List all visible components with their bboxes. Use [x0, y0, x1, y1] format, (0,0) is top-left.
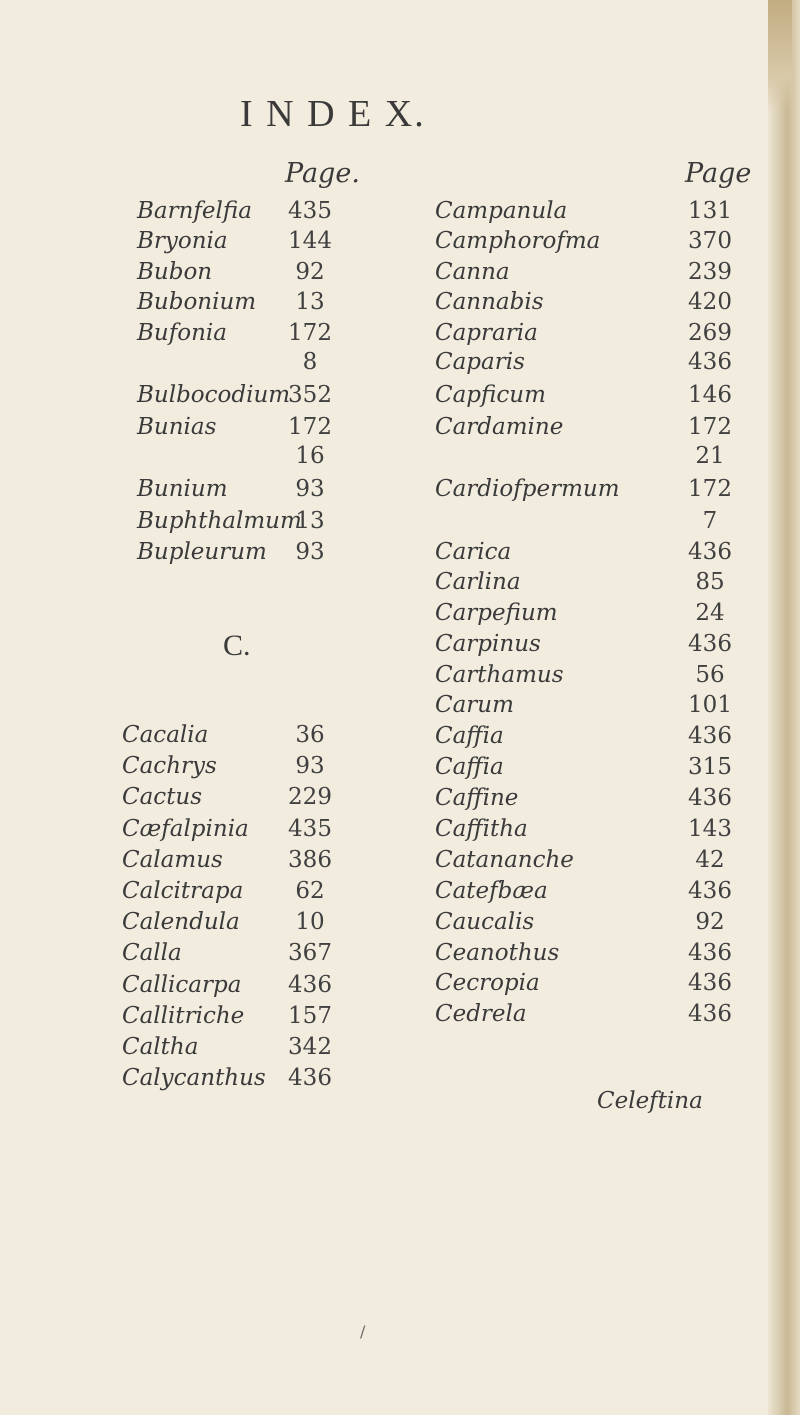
index-entry-page: 420 [688, 289, 732, 315]
index-entry-page: 143 [688, 816, 732, 842]
index-entry-name: Cardamine [435, 414, 564, 440]
section-letter-c: C. [223, 629, 251, 662]
page-header: I N D E X. [240, 93, 426, 135]
index-entry-name: Caucalis [435, 909, 535, 935]
index-entry-name: Cacalia [122, 722, 209, 748]
index-entry-page: 36 [295, 722, 325, 748]
index-entry-page: 42 [695, 847, 725, 873]
catchword: Celeftina [597, 1088, 703, 1114]
index-entry-page: 10 [295, 909, 325, 936]
index-entry-name: Bunias [137, 414, 217, 440]
index-entry-name: Carpefium [435, 600, 558, 626]
index-entry-page: 146 [688, 382, 732, 408]
index-entry-name: Catananche [435, 847, 574, 873]
index-entry-name: Carpinus [435, 631, 541, 657]
index-entry-page: 7 [702, 508, 718, 534]
index-entry-page: 13 [295, 289, 325, 315]
index-entry-page: 172 [288, 414, 332, 440]
index-entry-name: Cecropia [435, 970, 540, 996]
index-entry-name: Carlina [435, 569, 521, 595]
index-entry-page: 436 [688, 785, 732, 811]
index-entry-page: 229 [288, 784, 332, 811]
index-entry-name: Callitriche [122, 1002, 245, 1029]
index-entry-name: Cannabis [435, 289, 544, 315]
index-entry-page: 56 [695, 662, 725, 688]
index-entry-name: Capficum [435, 382, 546, 408]
index-entry-name: Caffine [435, 785, 519, 811]
index-entry-name: Bulbocodium [137, 382, 291, 408]
index-entry-page: 101 [688, 692, 732, 718]
index-entry-page: 436 [688, 940, 732, 966]
index-entry-name: Camphorofma [435, 228, 601, 254]
index-entry-name: Bubonium [137, 289, 257, 315]
index-entry-page: 436 [688, 970, 732, 996]
index-entry-name: Bupleurum [137, 539, 267, 565]
index-entry-name: Calamus [122, 846, 223, 873]
index-entry-page: 157 [288, 1002, 332, 1029]
index-entry-name: Campanula [435, 198, 568, 224]
index-entry-page: 8 [302, 349, 318, 375]
index-entry-name: Catefbæa [435, 878, 548, 904]
index-entry-page: 342 [288, 1034, 332, 1060]
index-entry-page: 370 [688, 228, 732, 254]
right-page-label: Page [685, 158, 752, 189]
index-entry-name: Bubon [137, 259, 213, 285]
index-entry-name: Cedrela [435, 1001, 527, 1027]
index-entry-name: Caffitha [435, 816, 528, 842]
index-entry-name: Cachrys [122, 753, 217, 780]
index-entry-name: Cardiofpermum [435, 476, 620, 502]
index-entry-page: 85 [695, 569, 725, 595]
index-entry-name: Carum [435, 692, 514, 718]
page-edge-shadow [768, 0, 792, 110]
index-entry-page: 436 [288, 1065, 332, 1092]
index-entry-page: 436 [688, 631, 732, 657]
index-entry-name: Carica [435, 539, 512, 565]
index-entry-name: Bunium [137, 476, 228, 502]
index-entry-page: 436 [688, 878, 732, 904]
index-entry-page: 239 [688, 259, 732, 285]
index-entry-page: 24 [695, 600, 725, 626]
index-entry-name: Caltha [122, 1034, 199, 1060]
index-entry-page: 352 [288, 382, 332, 408]
stray-mark: / [360, 1322, 366, 1341]
index-entry-name: Canna [435, 259, 510, 285]
index-entry-name: Cactus [122, 784, 203, 811]
index-entry-page: 315 [688, 754, 732, 780]
index-entry-page: 144 [288, 228, 332, 254]
index-entry-name: Barnfelfia [137, 198, 252, 224]
index-entry-name: Caffia [435, 754, 504, 780]
index-entry-page: 13 [295, 508, 325, 534]
index-entry-name: Carthamus [435, 662, 564, 688]
index-entry-page: 62 [295, 878, 325, 904]
index-entry-name: Bufonia [137, 320, 227, 346]
index-entry-page: 386 [288, 846, 332, 873]
index-entry-page: 436 [688, 1001, 732, 1027]
index-entry-name: Calla [122, 940, 182, 967]
index-entry-page: 436 [288, 971, 332, 998]
index-entry-page: 16 [295, 443, 325, 469]
page-edge [768, 0, 800, 1415]
index-entry-page: 21 [695, 443, 725, 469]
index-entry-name: Calendula [122, 909, 240, 936]
index-entry-page: 93 [295, 476, 325, 502]
index-entry-name: Caparis [435, 349, 525, 375]
index-entry-name: Cæfalpinia [122, 815, 249, 842]
index-entry-page: 269 [688, 320, 732, 346]
index-entry-page: 435 [288, 198, 332, 224]
index-entry-page: 436 [688, 539, 732, 565]
index-entry-name: Caffia [435, 723, 504, 749]
index-entry-page: 172 [688, 476, 732, 502]
index-entry-page: 436 [688, 349, 732, 375]
index-entry-name: Ceanothus [435, 940, 560, 966]
index-entry-page: 93 [295, 753, 325, 780]
index-entry-name: Bryonia [137, 228, 228, 254]
index-entry-page: 131 [688, 198, 732, 224]
index-entry-page: 435 [288, 815, 332, 842]
left-page-label: Page. [285, 158, 360, 189]
index-entry-page: 92 [695, 909, 725, 935]
index-entry-page: 367 [288, 940, 332, 967]
index-entry-page: 172 [688, 414, 732, 440]
index-entry-page: 93 [295, 539, 325, 565]
index-entry-name: Capraria [435, 320, 538, 346]
index-entry-page: 92 [295, 259, 325, 285]
index-entry-page: 436 [688, 723, 732, 749]
index-entry-page: 172 [288, 320, 332, 346]
index-entry-name: Callicarpa [122, 971, 242, 998]
index-entry-name: Buphthalmum [137, 508, 302, 534]
index-entry-name: Calcitrapa [122, 878, 244, 904]
index-entry-name: Calycanthus [122, 1065, 266, 1092]
